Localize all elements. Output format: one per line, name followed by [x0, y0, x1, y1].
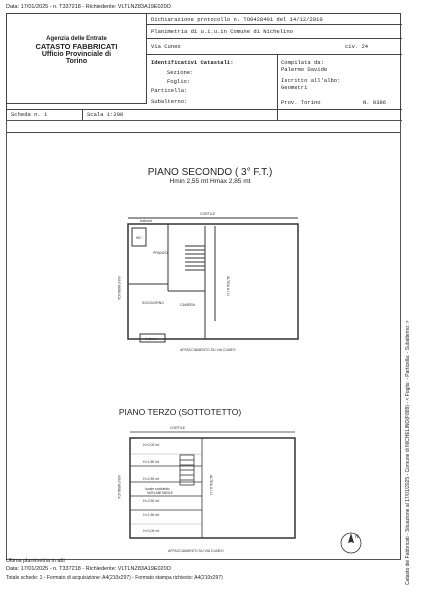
plan1-soggiorno-label: SOGGIORNO [142, 301, 164, 305]
plan1-balcone-top: balcone [140, 219, 153, 223]
footer-request-line: Data: 17/01/2025 - n. T337218 - Richiedente: VLTLNZ83A19E020O [6, 566, 171, 572]
sezione-label: Sezione: [167, 69, 194, 76]
plan2-h4: H=2,50 mt [143, 499, 160, 503]
plan2-altra-label: ALTRA U.I.U. [209, 475, 213, 496]
agency-city: Torino [65, 58, 88, 65]
plan2-cortile-label: CORTILE [170, 426, 186, 430]
agency-ufficio: Ufficio Provinciale di [41, 51, 112, 58]
plan2-h3: H=2,50 mt [143, 477, 160, 481]
plan1-balcone-bottom: balcone [145, 337, 158, 341]
scheda-number: Scheda n. 1 [11, 111, 48, 118]
plan2-h6: H=0,00 mt [143, 529, 160, 533]
compilata-label: Compilata da: [281, 59, 324, 66]
civic-number: civ. 24 [345, 43, 369, 50]
agency-name: Agenzia delle Entrate [46, 36, 107, 42]
north-arrow-icon [338, 530, 364, 556]
plan1-pranzo-label: PRANZO [153, 251, 168, 255]
iscritto-value: Geometri [281, 84, 308, 91]
planimetria-line: Planimetria di u.i.u.in Comune di Nichelino [151, 28, 293, 35]
plan2-floorplan [110, 420, 310, 560]
province: Prov. Torino [281, 99, 321, 106]
plan1-floorplan [110, 206, 310, 356]
plan2-nonabitabile-label: NON ABITABILE [147, 491, 173, 495]
side-catasto-text: Catasto dei Fabbricati - Situazione al 17/01/2025 - Comune di NICHELINO(F889) - < Foglio: - Particella: - Subalterno: > [405, 320, 411, 585]
foglio-label: Foglio: [167, 78, 191, 85]
compilata-value: Palermo Davide [281, 66, 328, 73]
plan1-via-label: VIA PUBBLICA [117, 276, 121, 300]
protocol-line: Dichiarazione protocollo n. TO0428401 del 14/12/2010 [151, 16, 323, 23]
agency-block [7, 14, 147, 104]
plan1-title-block [60, 167, 360, 185]
plan2-locale-label: locale sottotetto [145, 487, 170, 491]
footer-last-plan: Ultima planimetria in atti [6, 558, 65, 564]
header-request-line: Data: 17/01/2025 - n. T337218 - Richiedente: VLTLNZ83A19E020O [6, 4, 171, 10]
plan1-wc-label: WC [136, 236, 142, 240]
plan1-cortile-label: CORTILE [200, 212, 216, 216]
plan1-affaccio-label: AFFACCIAMENTO SU VIA CUNEO [180, 348, 236, 352]
plan2-via-label: VIA PUBBLICA [117, 475, 121, 499]
register-number: N. 8386 [363, 99, 387, 106]
header-form [6, 13, 401, 133]
particella-label: Particella: [151, 87, 188, 94]
plan1-altra-label: ALTRA U.I.U. [226, 276, 230, 297]
plan2-h5: H=1,50 mt [143, 513, 160, 517]
plan2-h1: H=0,00 mt [143, 443, 160, 447]
iscritto-label: Iscritto all'albo: [281, 77, 341, 84]
agency-catasto: CATASTO FABBRICATI [35, 42, 118, 51]
scale: Scala 1:200 [87, 111, 124, 118]
plan1-title: PIANO SECONDO ( 3° F.T.) [147, 167, 273, 178]
subalterno-label: Subalterno: [151, 98, 188, 105]
compass-label: N [355, 534, 359, 540]
plan2-title: PIANO TERZO (SOTTOTETTO) [118, 407, 242, 417]
footer-format-line: Totale schede: 1 - Formato di acquisizione: A4(210x297) - Formato stampa richiesto: A4(210x297) [6, 575, 223, 581]
plan1-heights: Hmin 2,55 mt Hmax 2,85 mt [169, 178, 251, 185]
plan2-h2: H=1,50 mt [143, 460, 160, 464]
plan1-camera-label: CAMERA [180, 303, 195, 307]
plan2-affaccio-label: AFFACCIAMENTO SU VIA CUNEO [168, 549, 224, 553]
address: Via Cuneo [151, 43, 181, 50]
ident-title: Identificativi Catastali: [151, 59, 234, 66]
